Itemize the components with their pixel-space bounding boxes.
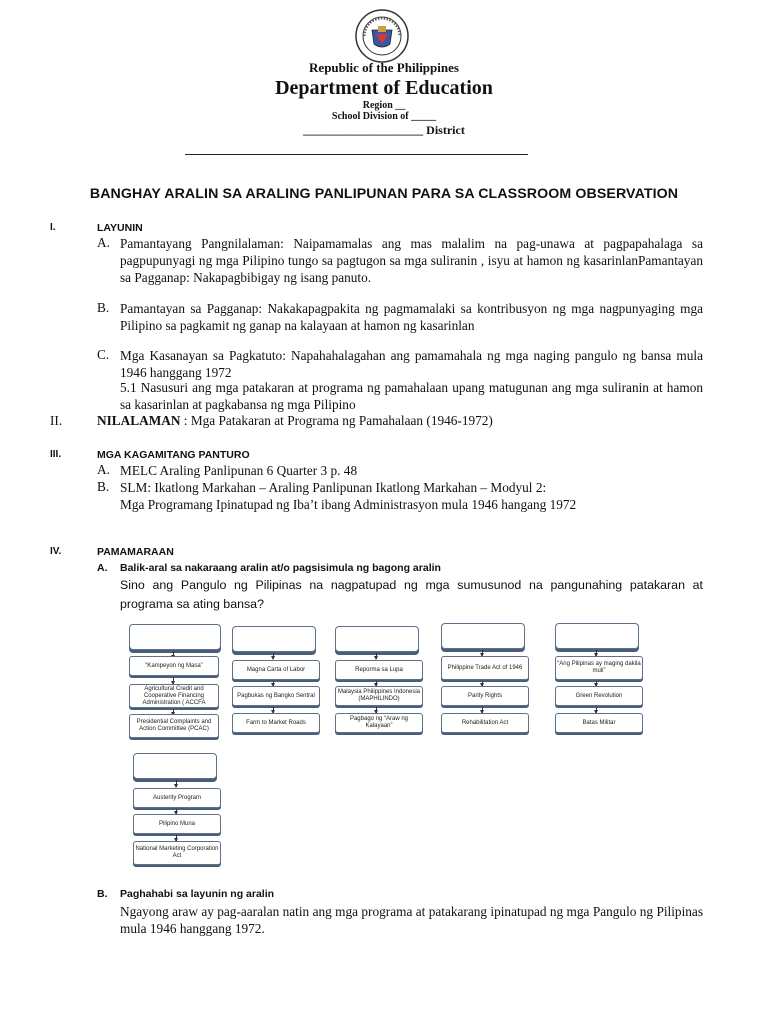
program-box: Agricultural Credit and Cooperative Financing Administration ( ACCFA	[129, 684, 219, 708]
s4-a-text: Sino ang Pangulo ng Pilipinas na nagpatupad ng mga sumusunod na pangunahing patakaran at programa sa ating bansa?	[120, 578, 703, 611]
section-2-text: : Mga Patakaran at Programa ng Pamahalaan (1946-1972)	[180, 413, 493, 428]
section-1-label: LAYUNIN	[97, 222, 143, 234]
answer-box-6	[133, 753, 217, 779]
s1-b-text: Pamantayan sa Pagganap: Nakakapagpakita ng pagmamalaki sa kontribusyon ng mga nagpunyaging mga Pilipino sa pagkamit ng ganap na kalayaan at hamon ng kasarinlan	[120, 301, 703, 333]
program-box: Rehabilitation Act	[441, 713, 529, 733]
answer-box-1	[129, 624, 221, 650]
document-title: BANGHAY ARALIN SA ARALING PANLIPUNAN PARA SA CLASSROOM OBSERVATION	[89, 186, 679, 202]
s1-c-letter: C.	[97, 347, 110, 362]
answer-box-4	[441, 623, 525, 649]
answer-box-3	[335, 626, 419, 652]
s3-a-letter: A.	[97, 462, 110, 477]
s4-b-label: Paghahabi sa layunin ng aralin	[120, 888, 275, 900]
program-box: Parity Rights	[441, 686, 529, 706]
division-line: School Division of _____	[331, 111, 437, 122]
connector-arrow	[173, 677, 174, 684]
connector-arrow	[176, 780, 177, 787]
region-line: Region __	[362, 100, 406, 111]
section-2-line	[97, 413, 697, 429]
program-box: Pagbago ng “Araw ng Kalayaan”	[335, 713, 423, 733]
program-box: Malaysia Philippines Indonesia (MAPHILINDO)	[335, 686, 423, 706]
s3-b-text-2: Mga Programang Ipinatupad ng Iba’t ibang Administrasyon mula 1946 hangang 1972	[120, 497, 577, 512]
program-box: Presidential Complaints and Action Committee (PCAC)	[129, 714, 219, 738]
s4-b-letter: B.	[97, 888, 108, 900]
section-1-number: I.	[50, 222, 56, 233]
section-2-number: II.	[50, 413, 63, 428]
s1-a-letter: A.	[97, 235, 110, 250]
section-3-label: MGA KAGAMITANG PANTURO	[97, 449, 250, 461]
s1-b-letter: B.	[97, 300, 110, 315]
s4-a-letter: A.	[97, 562, 108, 574]
district-line: ____________________ District	[303, 123, 465, 137]
section-2-label: NILALAMAN	[97, 413, 181, 428]
s3-b-letter: B.	[97, 479, 110, 494]
s3-a-text: MELC Araling Panlipunan 6 Quarter 3 p. 48	[120, 463, 358, 478]
program-box: Magna Carta of Labor	[232, 660, 320, 680]
program-box: Green Revolution	[555, 686, 643, 706]
connector-arrow	[376, 653, 377, 659]
department-title: Department of Education	[275, 77, 493, 99]
section-3-number: III.	[50, 449, 62, 460]
s3-b-text: SLM: Ikatlong Markahan – Araling Panlipunan Ikatlong Markahan – Modyul 2:	[120, 480, 547, 495]
program-box: Austerity Program	[133, 788, 221, 808]
s4-b-text: Ngayong araw ay pag-aaralan natin ang mga programa at patakarang ipinatupad ng mga Pangulo ng Pilipinas mula 1946 hanggang 1972.	[120, 904, 703, 936]
program-box: “Ang Pilipinas ay maging dakila muli”	[555, 656, 643, 680]
program-box: Reporma sa Lupa	[335, 660, 423, 680]
deped-seal-logo	[354, 8, 410, 64]
program-box: Batas Militar	[555, 713, 643, 733]
s1-c-subtext: 5.1 Nasusuri ang mga patakaran at programa ng pamahalaan upang matugunan ang mga suliranin at hamon sa kasarinlan at pagkabansa ng mga Pilipino	[120, 380, 703, 412]
program-box: Philippine Trade Act of 1946	[441, 656, 529, 680]
answer-box-2	[232, 626, 316, 652]
program-box: National Marketing Corporation Act	[133, 841, 221, 865]
s1-c-text: Mga Kasanayan sa Pagkatuto: Napahahalagahan ang pamamahala ng mga naging pangulo ng bansa mula 1946 hanggang 1972	[120, 348, 703, 380]
section-4-number: IV.	[50, 546, 62, 557]
section-4-label: PAMAMARAAN	[97, 546, 174, 558]
connector-arrow	[273, 653, 274, 659]
program-box: Pagbukas ng Bangko Sentral	[232, 686, 320, 706]
program-box: Pilipino Muna	[133, 814, 221, 834]
s1-a-text: Pamantayang Pangnilalaman: Naipamamalas ang mas malalim na pag-unawa at pagpapahalaga sa pagpupunyagi ng mga Pilipino tungo sa pagtugon sa mga suliranin , isyu at hamon ng kasarinlanPamantayan sa Pagganap: Nakapagbibigay ng isang panuto.	[120, 236, 703, 285]
header-rule	[185, 154, 528, 155]
republic-line: Republic of the Philippines	[309, 60, 459, 75]
program-box: “Kampeyon ng Masa”	[129, 656, 219, 676]
s4-a-label: Balik-aral sa nakaraang aralin at/o pagsisimula ng bagong aralin	[120, 562, 441, 574]
answer-box-5	[555, 623, 639, 649]
program-box: Farm to Market Roads	[232, 713, 320, 733]
